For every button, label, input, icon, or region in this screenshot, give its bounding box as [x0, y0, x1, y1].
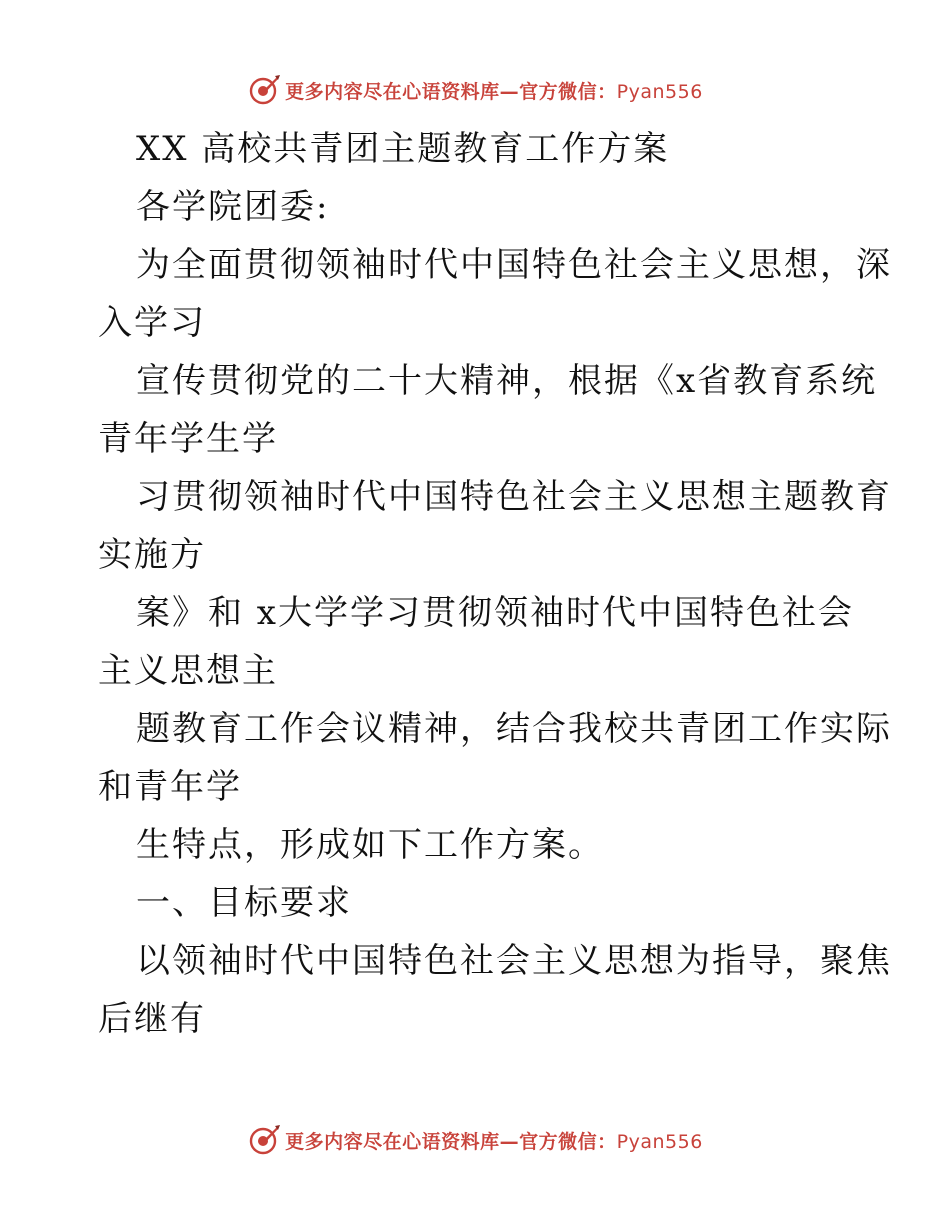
text-line: 实施方	[98, 535, 206, 575]
text-line: 后继有	[98, 999, 206, 1039]
text-line: 主义思想主	[98, 651, 278, 691]
text-line: 习贯彻领袖时代中国特色社会主义思想主题教育	[136, 477, 892, 517]
text-line: 宣传贯彻党的二十大精神，根据《x省教育系统	[136, 361, 878, 401]
header-watermark	[0, 70, 950, 110]
document-body	[98, 120, 892, 1048]
watermark-text: 更多内容尽在心语资料库—官方微信：Pyan556	[285, 80, 703, 103]
text-line: 和青年学	[98, 767, 242, 807]
text-line: 为全面贯彻领袖时代中国特色社会主义思想，深	[136, 245, 892, 285]
watermark-text: 更多内容尽在心语资料库—官方微信：Pyan556	[285, 1130, 703, 1153]
text-line: 入学习	[98, 303, 206, 343]
document-title: XX 高校共青团主题教育工作方案	[136, 129, 670, 169]
watermark-account: Pyan556	[616, 1130, 703, 1153]
watermark-account: Pyan556	[616, 80, 703, 103]
text-line: 青年学生学	[98, 419, 278, 459]
text-line: 题教育工作会议精神，结合我校共青团工作实际	[136, 709, 892, 749]
quill-seal-icon	[247, 1123, 281, 1157]
text-line: 生特点，形成如下工作方案。	[136, 825, 604, 865]
section-heading: 一、目标要求	[136, 883, 352, 923]
salutation: 各学院团委:	[136, 187, 330, 227]
text-line: 案》和 x大学学习贯彻领袖时代中国特色社会	[136, 593, 854, 633]
footer-watermark	[0, 1120, 950, 1160]
text-line: 以领袖时代中国特色社会主义思想为指导，聚焦	[136, 941, 892, 981]
quill-seal-icon	[247, 73, 281, 107]
